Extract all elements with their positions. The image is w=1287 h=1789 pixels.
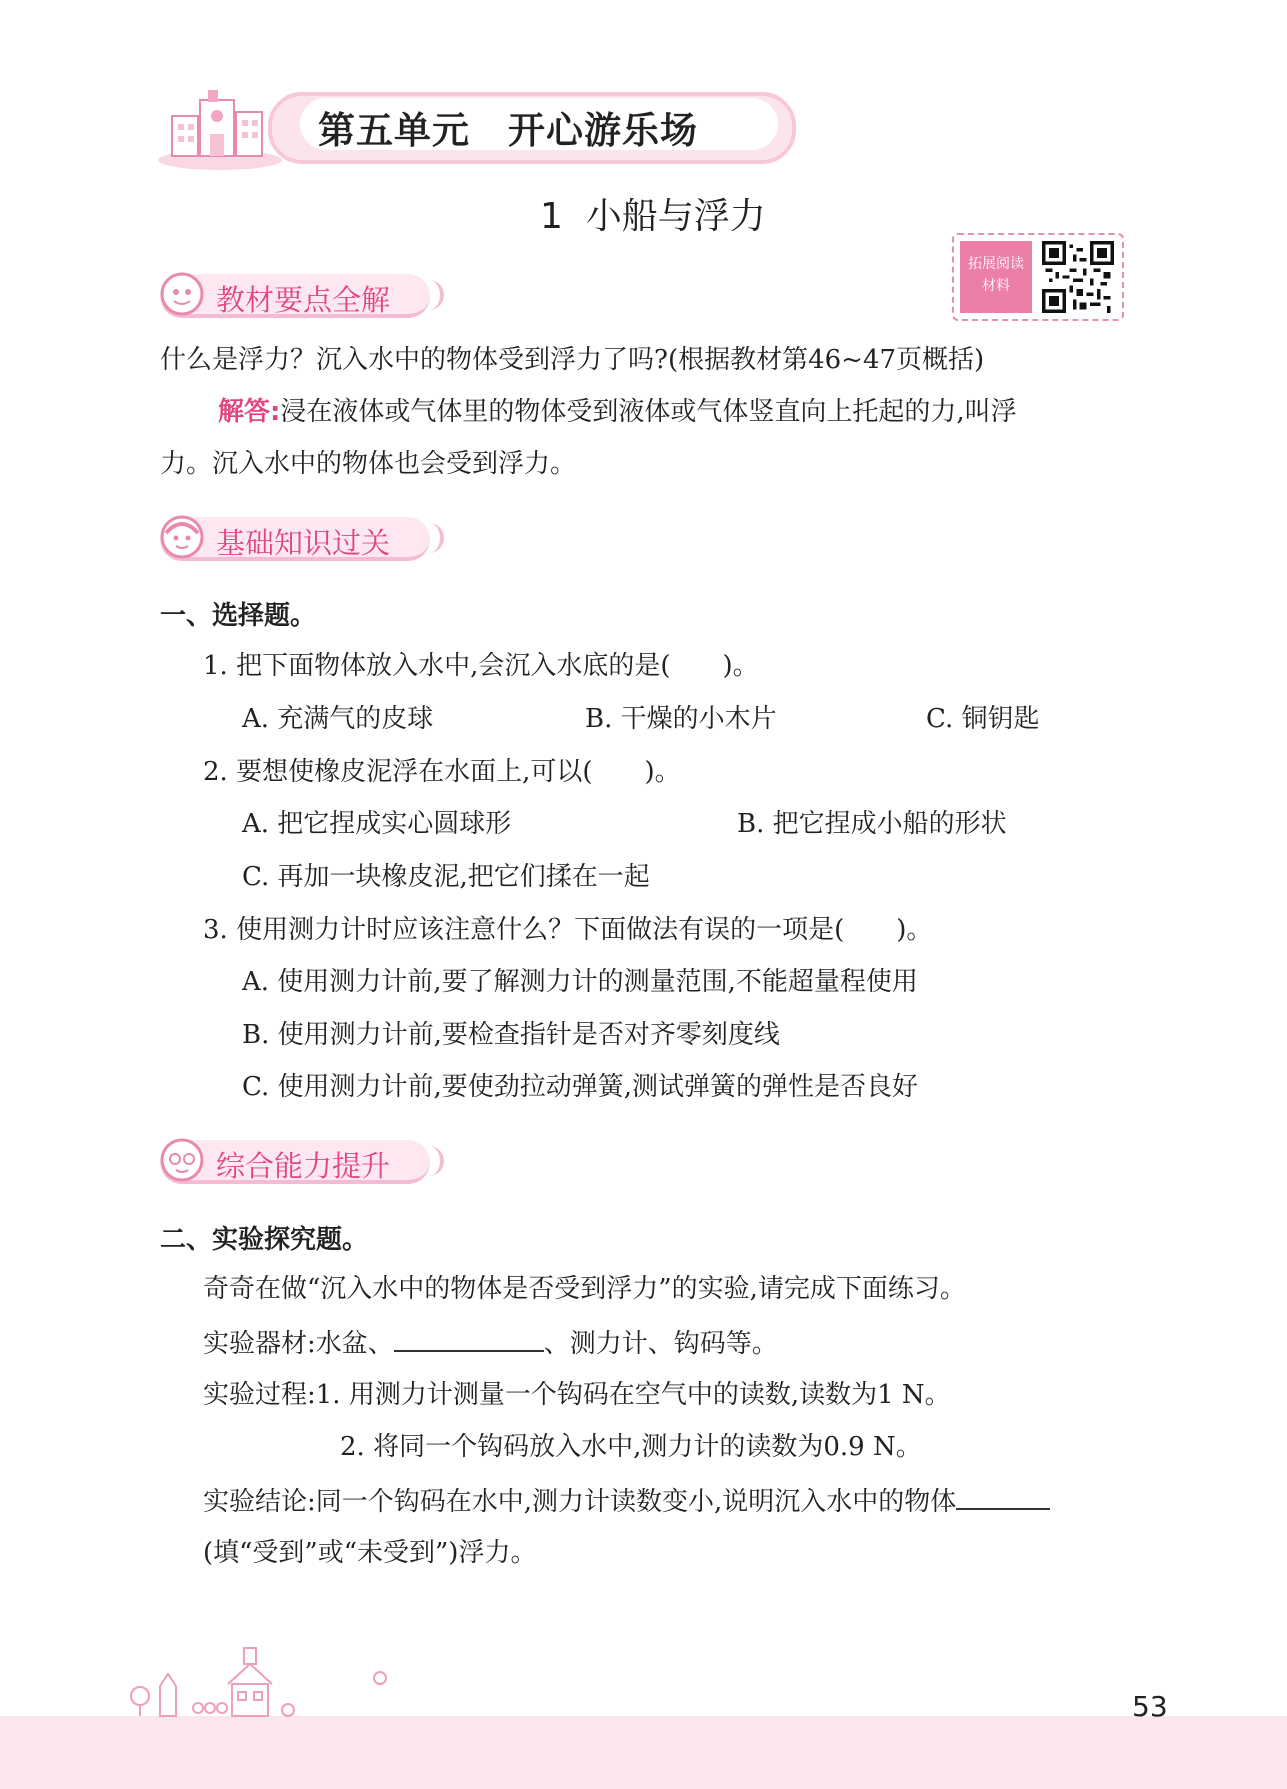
qr-label-line1: 拓展阅读 (968, 256, 1024, 272)
answer-text: 浸在液体或气体里的物体受到液体或气体竖直向上托起的力,叫浮 (280, 397, 1017, 427)
key-point-answer-line1 (218, 394, 1017, 430)
question-3-option-a: A. 使用测力计前,要了解测力计的测量范围,不能超量程使用 (242, 967, 918, 997)
experiment-conclusion-line1 (203, 1482, 1050, 1520)
question-1-stem: 1. 把下面物体放入水中,会沉入水底的是( )。 (203, 651, 759, 681)
section-header-key-points (160, 272, 460, 324)
qr-code-icon[interactable] (1042, 241, 1114, 313)
qr-label (960, 241, 1032, 313)
question-2-option-c: C. 再加一块橡皮泥,把它们揉在一起 (242, 862, 650, 892)
experiment-conclusion-line2: (填“受到”或“未受到”)浮力。 (203, 1538, 537, 1568)
question-2-option-b: B. 把它捏成小船的形状 (737, 809, 1007, 839)
qr-box[interactable] (952, 233, 1124, 321)
answer-label: 解答: (218, 397, 281, 427)
section-label: 基础知识过关 (216, 526, 391, 560)
section-header-ability (160, 1138, 460, 1190)
experiment-materials (203, 1324, 778, 1362)
conclusion-blank[interactable] (956, 1482, 1050, 1510)
experiment-intro: 奇奇在做“沉入水中的物体是否受到浮力”的实验,请完成下面练习。 (203, 1274, 966, 1304)
section-label: 教材要点全解 (216, 283, 391, 317)
footer-band (0, 1716, 1287, 1789)
question-1-option-a: A. 充满气的皮球 (242, 704, 434, 734)
girl-character-icon (158, 513, 206, 561)
question-3-option-b: B. 使用测力计前,要检查指针是否对齐零刻度线 (242, 1020, 780, 1050)
part-one-title: 一、选择题。 (160, 601, 317, 631)
experiment-process-line1: 实验过程:1. 用测力计测量一个钩码在空气中的读数,读数为1 N。 (203, 1380, 951, 1410)
unit-title: 第五单元 开心游乐场 (318, 109, 698, 152)
lesson-title: 1 小船与浮力 (540, 196, 766, 237)
key-point-answer-line2: 力。沉入水中的物体也会受到浮力。 (160, 449, 577, 479)
town-decoration-icon (120, 1640, 420, 1720)
section-header-basic-knowledge (160, 515, 460, 567)
boy-character-icon (158, 1136, 206, 1184)
experiment-process-line2: 2. 将同一个钩码放入水中,测力计的读数为0.9 N。 (340, 1432, 922, 1462)
page-number: 53 (1132, 1690, 1168, 1723)
unit-banner (150, 86, 805, 172)
part-two-title: 二、实验探究题。 (160, 1225, 369, 1255)
question-3-stem: 3. 使用测力计时应该注意什么？下面做法有误的一项是( )。 (203, 915, 933, 945)
question-2-stem: 2. 要想使橡皮泥浮在水面上,可以( )。 (203, 757, 681, 787)
qr-label-line2: 材料 (982, 278, 1010, 294)
book-character-icon (158, 270, 206, 318)
conclusion-text: 实验结论:同一个钩码在水中,测力计读数变小,说明沉入水中的物体 (203, 1487, 957, 1517)
section-label: 综合能力提升 (216, 1149, 391, 1183)
question-3-option-c: C. 使用测力计前,要使劲拉动弹簧,测试弹簧的弹性是否良好 (242, 1072, 919, 1102)
materials-prefix: 实验器材:水盆、 (203, 1329, 394, 1359)
materials-suffix: 、测力计、钩码等。 (543, 1329, 778, 1359)
question-1-option-b: B. 干燥的小木片 (585, 704, 777, 734)
materials-blank[interactable] (394, 1324, 544, 1352)
question-2-option-a: A. 把它捏成实心圆球形 (242, 809, 512, 839)
question-1-option-c: C. 铜钥匙 (926, 704, 1040, 734)
key-point-question: 什么是浮力？沉入水中的物体受到浮力了吗?(根据教材第46~47页概括) (160, 345, 985, 375)
